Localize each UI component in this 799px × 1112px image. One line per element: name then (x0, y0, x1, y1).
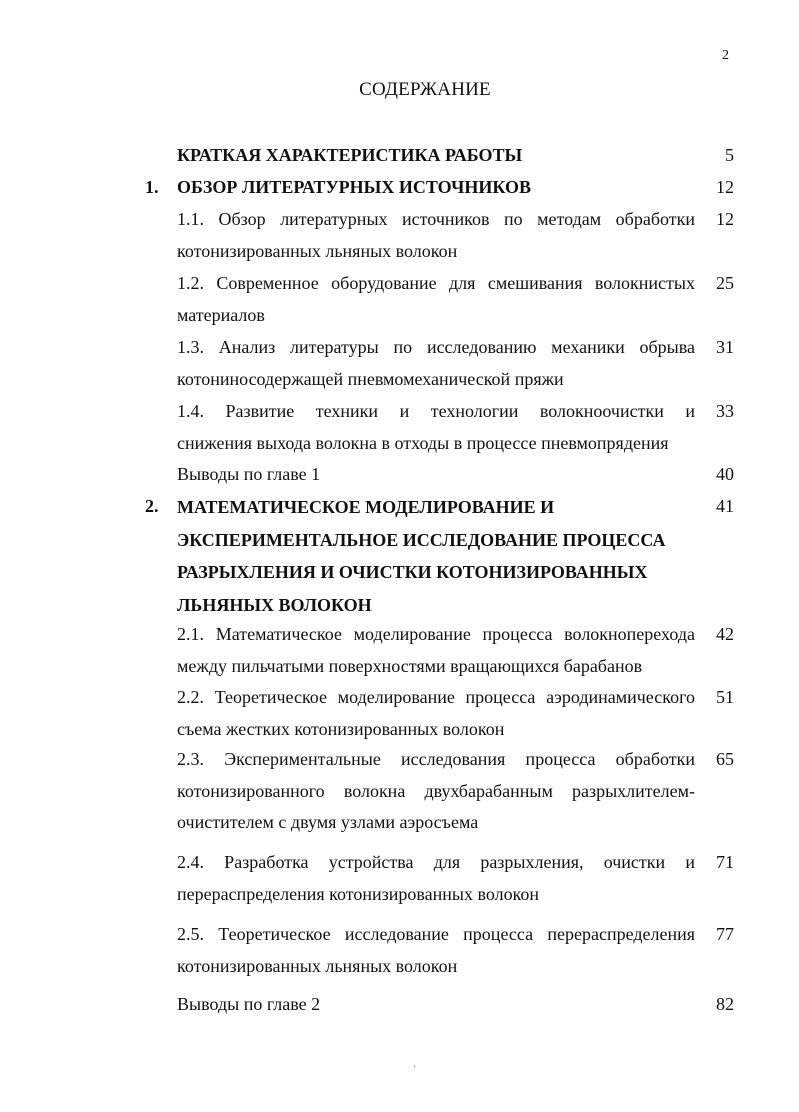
toc-entry-page: 71 (716, 852, 734, 872)
toc-entry-text: 2.2. Теоретическое моделирование процесса аэродинамического съема жестких котонизированных волокон (177, 687, 695, 739)
toc-entry-page: 33 (716, 401, 734, 421)
toc-entry-text: 2.1. Математическое моделирование процесса волокноперехода между пильчатыми поверхностями вращающихся барабанов (177, 624, 695, 676)
toc-entry-page: 12 (716, 209, 734, 229)
page-number: 2 (722, 48, 729, 63)
toc-entry-page: 65 (716, 749, 734, 769)
toc-entry-text: 1.2. Современное оборудование для смешивания волокнистых материалов (177, 273, 695, 325)
toc-entry-page: 41 (716, 496, 734, 516)
toc-entry-text: 1.3. Анализ литературы по исследованию механики обрыва котониносодержащей пневмомеханической пряжи (177, 337, 695, 389)
toc-entry-page: 25 (716, 273, 734, 293)
toc-entry-page: 51 (716, 687, 734, 707)
toc-entry-page: 77 (716, 924, 734, 944)
toc-title: СОДЕРЖАНИЕ (359, 79, 491, 100)
toc-entry-page: 5 (725, 145, 734, 165)
toc-entry-text: 1.1. Обзор литературных источников по методам обработки котонизированных льняных волокон (177, 209, 695, 261)
toc-entry-text: ОБЗОР ЛИТЕРАТУРНЫХ ИСТОЧНИКОВ (177, 177, 531, 197)
toc-entry-page: 82 (716, 994, 734, 1014)
toc-entry-text: 1.4. Развитие техники и технологии волокноочистки и снижения выхода волокна в отходы в процессе пневмопрядения (177, 401, 695, 453)
toc-entry-text: Выводы по главе 1 (177, 464, 321, 484)
toc-entry-page: 42 (716, 624, 734, 644)
toc-entry-page: 40 (716, 464, 734, 484)
scan-speck: · (413, 1062, 417, 1073)
toc-entry-text: 2.4. Разработка устройства для разрыхления, очистки и перераспределения котонизированных волокон (177, 852, 695, 904)
toc-entry-page: 12 (716, 177, 734, 197)
toc-entry-text: МАТЕМАТИЧЕСКОЕ МОДЕЛИРОВАНИЕ И ЭКСПЕРИМЕНТАЛЬНОЕ ИССЛЕДОВАНИЕ ПРОЦЕССА РАЗРЫХЛЕНИЯ И ОЧИСТКИ КОТОНИЗИРОВАННЫХ ЛЬНЯНЫХ ВОЛОКОН (177, 497, 666, 615)
toc-entry-text: 2.3. Экспериментальные исследования процесса обработки котонизированного волокна двухбарабанным разрыхлителем- очистителем с двумя узлами аэросъема (177, 749, 695, 832)
chapter-number: 1. (145, 177, 159, 197)
toc-entry-page: 31 (716, 337, 734, 357)
toc-entry-text: Выводы по главе 2 (177, 994, 321, 1014)
toc-entry-text: КРАТКАЯ ХАРАКТЕРИСТИКА РАБОТЫ (177, 145, 523, 165)
chapter-number: 2. (145, 496, 159, 516)
toc-entry-text: 2.5. Теоретическое исследование процесса перераспределения котонизированных льняных волокон (177, 924, 695, 976)
